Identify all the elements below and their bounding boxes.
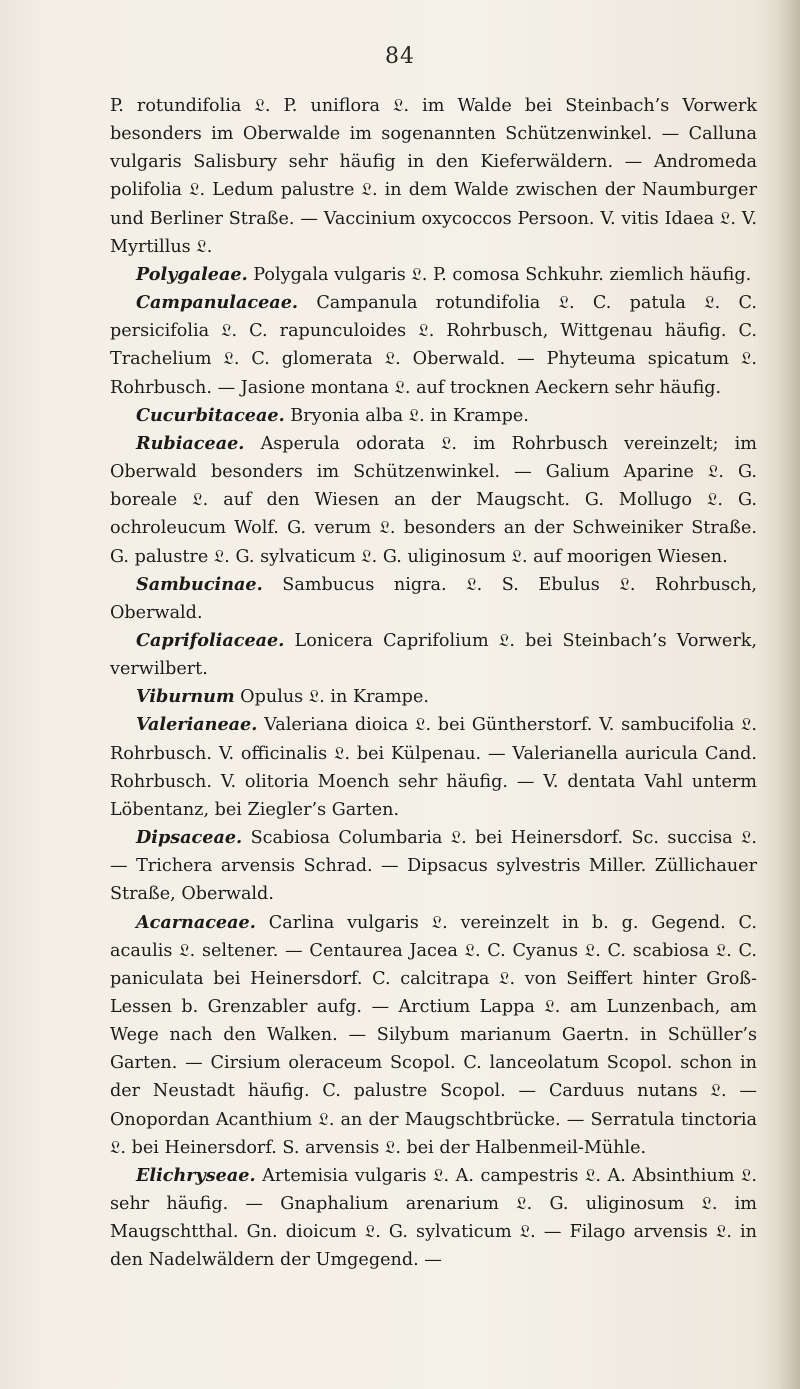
family-heading: Campanulaceae.: [136, 292, 299, 314]
paragraph-valerianeae: [110, 711, 757, 824]
paragraph-text: Valeriana dioica 𝔏. bei Güntherstorf. V. sambucifolia 𝔏. Rohrbusch. V. officinalis 𝔏. bei Külpenau. — Valerianella auricula Cand. Rohrbusch. V. olitoria Moench sehr häufig. — V. dentata Vahl unterm Löbentanz, bei Ziegler’s Garten.: [110, 715, 757, 820]
family-heading: Polygaleae.: [136, 263, 248, 285]
family-heading: Dipsaceae.: [136, 827, 243, 849]
paragraph-elichryseae: [110, 1162, 757, 1275]
paragraph-text: Lonicera Caprifolium 𝔏. bei Steinbach’s Vorwerk, verwilbert.: [110, 630, 757, 680]
paragraph-text: Bryonia alba 𝔏. in Krampe.: [284, 405, 529, 426]
paragraph-text: Opulus 𝔏. in Krampe.: [234, 687, 429, 708]
paragraph-text: Carlina vulgaris 𝔏. vereinzelt in b. g. Gegend. C. acaulis 𝔏. seltener. — Centaurea Jacea 𝔏. C. Cyanus 𝔏. C. scabiosa 𝔏. C. paniculata bei Heinersdorf. C. calcitrapa 𝔏. von Seiffert hinter Groß-Lessen b. Grenzabler aufg. — Arctium Lappa 𝔏. am Lunzenbach, am Wege nach den Walken. — Silybum marianum Gaertn. in Schüller’s Garten. — Cirsium oleraceum Scopol. C. lanceolatum Scopol. schon in der Neustadt häufig. C. palustre Scopol. — Carduus nutans 𝔏. — Onopordan Acanthium 𝔏. an der Maugschtbrücke. — Serratula tinctoria 𝔏. bei Heinersdorf. S. arvensis 𝔏. bei der Halbenmeil-Mühle.: [110, 912, 757, 1158]
paragraph-dipsaceae: [110, 824, 757, 908]
family-heading: Elichryseae.: [136, 1164, 256, 1186]
paragraph-rubiaceae: [110, 430, 757, 571]
paragraph-ericaceae: [110, 92, 757, 261]
paragraph-text: Sambucus nigra. 𝔏. S. Ebulus 𝔏. Rohrbusch, Oberwald.: [110, 574, 757, 623]
paragraph-acarnaceae: [110, 909, 757, 1162]
paragraph-text: Campanula rotundifolia 𝔏. C. patula 𝔏. C. persicifolia 𝔏. C. rapunculoides 𝔏. Rohrbusch, Wittgenau häufig. C. Trachelium 𝔏. C. glomerata 𝔏. Oberwald. — Phyteuma spicatum 𝔏. Rohrbusch. — Jasione montana 𝔏. auf trocknen Aeckern sehr häufig.: [110, 293, 757, 398]
paragraph-caprifoliaceae: [110, 627, 757, 683]
family-heading: Valerianeae.: [136, 714, 258, 736]
paragraph-polygaleae: [110, 261, 757, 289]
family-heading: Sambucinae.: [136, 573, 263, 595]
text-body: [110, 92, 757, 1275]
paragraph-viburnum: [110, 683, 757, 711]
family-heading: Acarnaceae.: [136, 911, 256, 933]
paragraph-text: Scabiosa Columbaria 𝔏. bei Heinersdorf. Sc. succisa 𝔏. — Trichera arvensis Schrad. — Dipsacus sylvestris Miller. Züllichauer Straße, Oberwald.: [110, 828, 757, 905]
paragraph-text: Polygala vulgaris 𝔏. P. comosa Schkuhr. ziemlich häufig.: [247, 264, 752, 285]
family-heading: Rubiaceae.: [136, 432, 245, 454]
family-heading: Caprifoliaceae.: [136, 629, 285, 651]
family-heading: Viburnum: [136, 686, 235, 708]
paragraph-text: Artemisia vulgaris 𝔏. A. campestris 𝔏. A. Absinthium 𝔏. sehr häufig. — Gnaphalium arenarium 𝔏. G. uliginosum 𝔏. im Maugschtthal. Gn. dioicum 𝔏. G. sylvaticum 𝔏. — Filago arvensis 𝔏. in den Nadelwäldern der Umgegend. —: [110, 1165, 757, 1271]
paragraph-sambucinae: [110, 571, 757, 627]
family-heading: Cucurbitaceae.: [136, 404, 285, 426]
paragraph-text: P. rotundifolia 𝔏. P. uniflora 𝔏. im Walde bei Steinbach’s Vorwerk besonders im Oberwalde im sogenannten Schützenwinkel. — Calluna vulgaris Salisbury sehr häufig in den Kieferwäldern. — Andromeda polifolia 𝔏. Ledum palustre 𝔏. in dem Walde zwischen der Naumburger und Berliner Straße. — Vaccinium oxycoccos Persoon. V. vitis Idaea 𝔏. V. Myrtillus 𝔏.: [110, 96, 757, 257]
paragraph-campanulaceae: [110, 289, 757, 402]
paragraph-text: Asperula odorata 𝔏. im Rohrbusch vereinzelt; im Oberwald besonders im Schützenwinkel. — Galium Aparine 𝔏. G. boreale 𝔏. auf den Wiesen an der Maugscht. G. Mollugo 𝔏. G. ochroleucum Wolf. G. verum 𝔏. besonders an der Schweiniker Straße. G. palustre 𝔏. G. sylvaticum 𝔏. G. uliginosum 𝔏. auf moorigen Wiesen.: [110, 433, 757, 567]
page-number: 84: [385, 44, 415, 69]
page-edge-shadow: [778, 0, 800, 1389]
paragraph-cucurbitaceae: [110, 402, 757, 430]
